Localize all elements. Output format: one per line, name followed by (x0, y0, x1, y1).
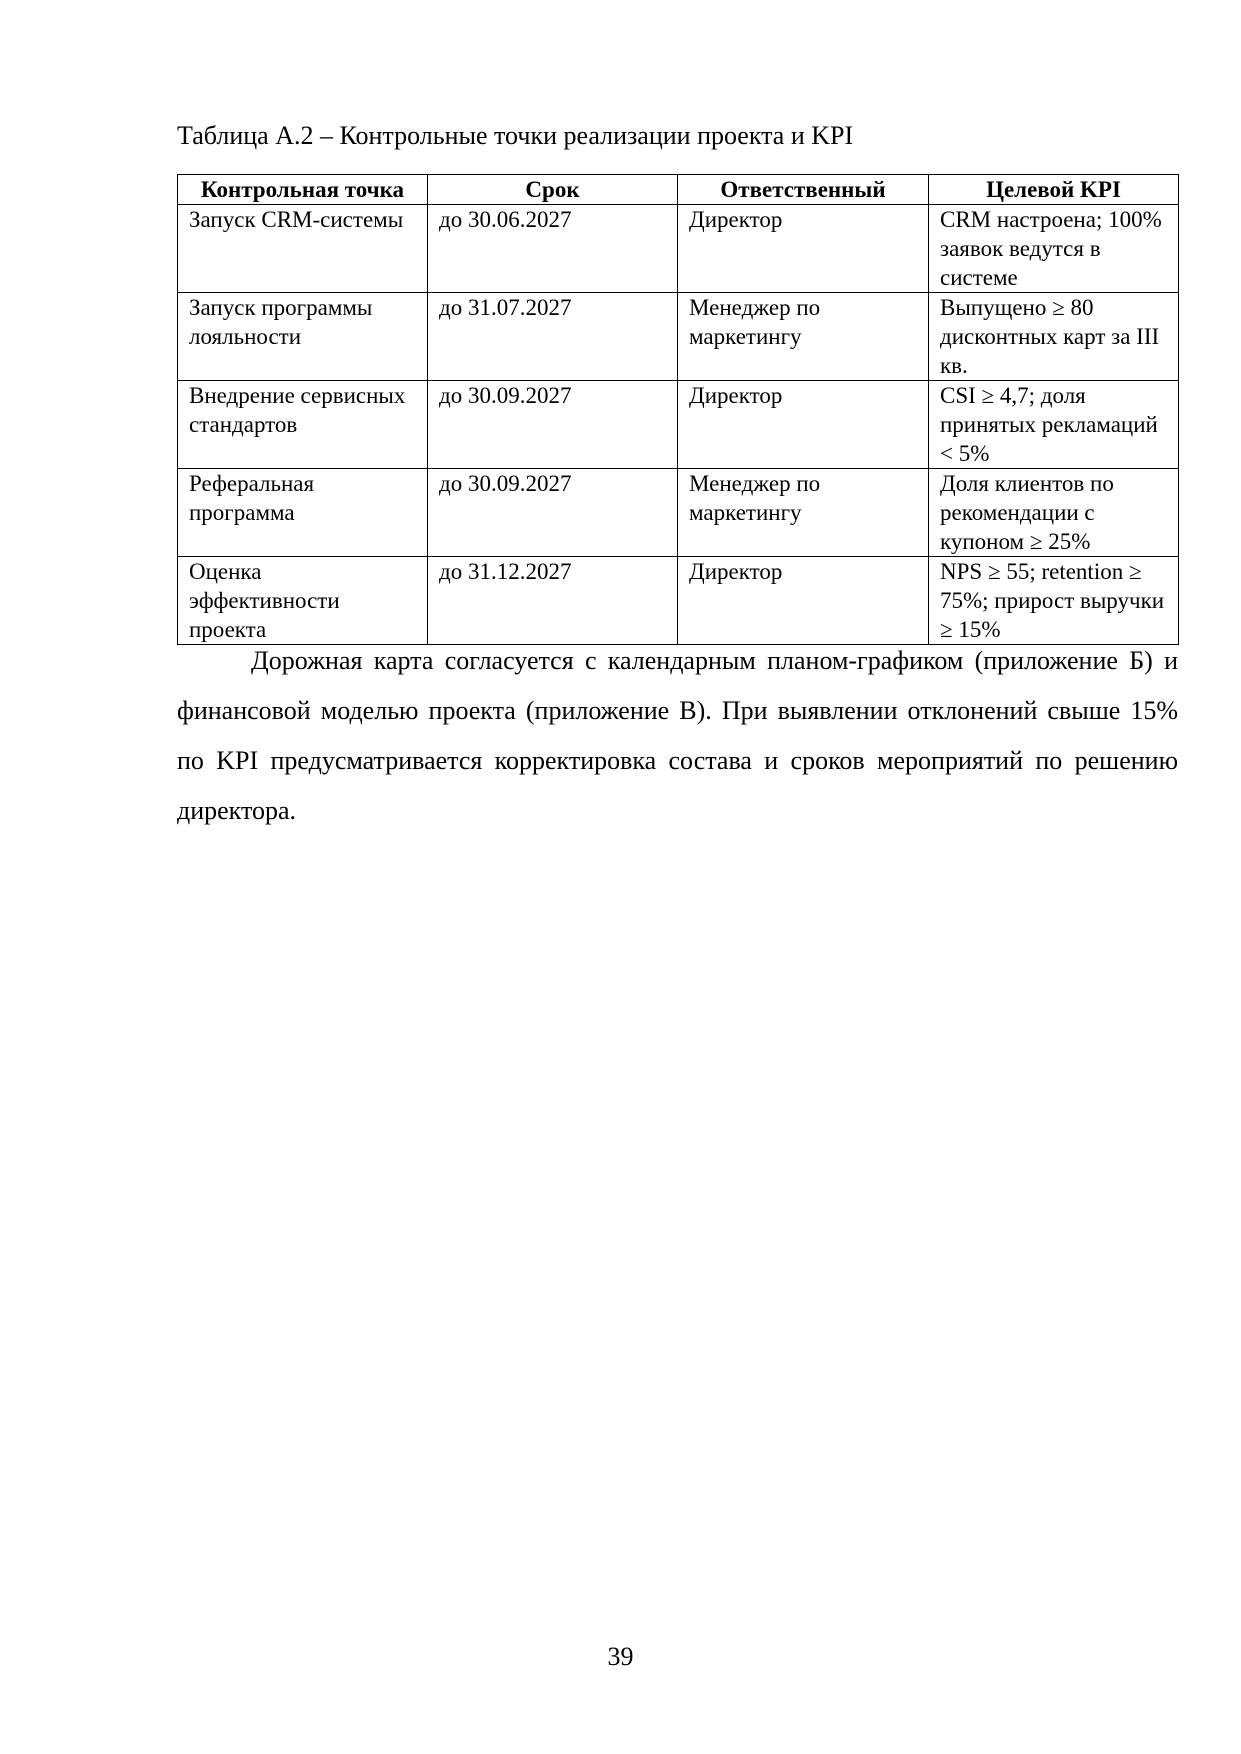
page-number: 39 (607, 1642, 634, 1671)
header-responsible: Ответственный (678, 175, 929, 205)
paragraph: Дорожная карта согласуется с календарным планом-графиком (приложение Б) и финансовой моделью проекта (приложение В). При выявлении отклонений свыше 15% по KPI предусматривается корректировка состава и сроков мероприятий по решению директора. (177, 646, 1178, 825)
header-checkpoint: Контрольная точка (178, 175, 428, 205)
cell-deadline: до 31.12.2027 (428, 557, 678, 645)
cell-deadline: до 30.06.2027 (428, 205, 678, 293)
table-row (178, 469, 1179, 557)
table-row (178, 293, 1179, 381)
cell-responsible: Директор (678, 381, 929, 469)
kpi-table (177, 174, 1179, 645)
table-caption: Таблица А.2 – Контрольные точки реализации проекта и KPI (177, 121, 854, 150)
cell-checkpoint: Оценка эффективности проекта (178, 557, 428, 645)
cell-target-kpi: CRM настроена; 100% заявок ведутся в системе (929, 205, 1179, 293)
cell-responsible: Менеджер по маркетингу (678, 469, 929, 557)
cell-checkpoint: Запуск программы лояльности (178, 293, 428, 381)
cell-target-kpi: Выпущено ≥ 80 дисконтных карт за III кв. (929, 293, 1179, 381)
cell-deadline: до 30.09.2027 (428, 381, 678, 469)
table-header-row (178, 175, 1179, 205)
cell-checkpoint: Внедрение сервисных стандартов (178, 381, 428, 469)
cell-responsible: Директор (678, 205, 929, 293)
cell-responsible: Менеджер по маркетингу (678, 293, 929, 381)
cell-deadline: до 30.09.2027 (428, 469, 678, 557)
cell-deadline: до 31.07.2027 (428, 293, 678, 381)
table-row (178, 205, 1179, 293)
header-deadline: Срок (428, 175, 678, 205)
table-row (178, 557, 1179, 645)
cell-target-kpi: NPS ≥ 55; retention ≥ 75%; прирост выручки ≥ 15% (929, 557, 1179, 645)
table-row (178, 381, 1179, 469)
cell-target-kpi: CSI ≥ 4,7; доля принятых рекламаций < 5% (929, 381, 1179, 469)
body-text (177, 636, 1178, 836)
cell-checkpoint: Запуск CRM-системы (178, 205, 428, 293)
cell-target-kpi: Доля клиентов по рекомендации с купоном ≥ 25% (929, 469, 1179, 557)
cell-responsible: Директор (678, 557, 929, 645)
cell-checkpoint: Реферальная программа (178, 469, 428, 557)
header-target-kpi: Целевой KPI (929, 175, 1179, 205)
